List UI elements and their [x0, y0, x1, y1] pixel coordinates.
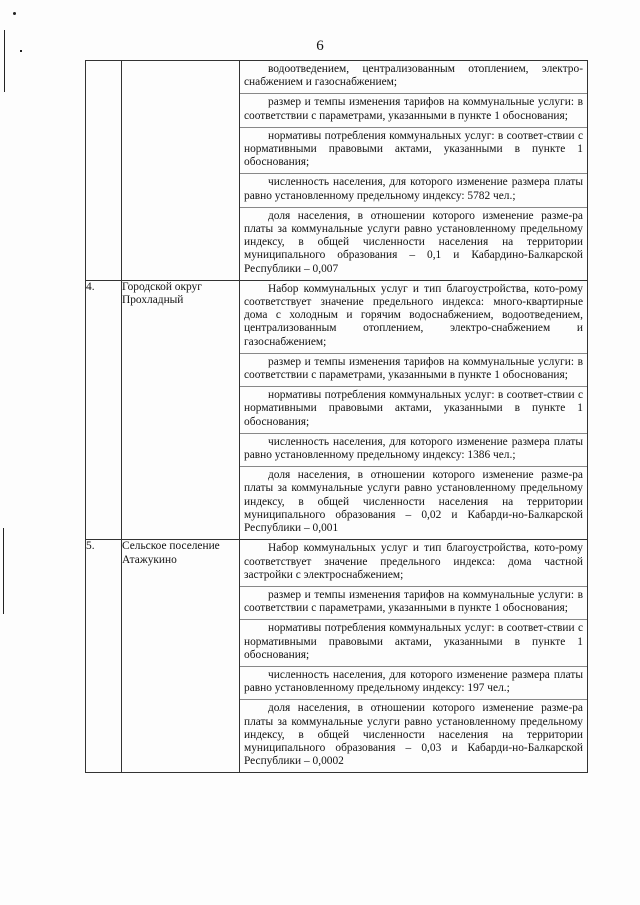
row-number-cell: 5. — [86, 540, 122, 773]
scan-artifact-line-lower — [3, 528, 4, 614]
detail-paragraph: доля населения, в отношении которого изменение разме-ра платы за коммунальные услуги равно установленному предельному индексу, в общей численности населения на территории муниципального образования – 0,02 и Кабарди-но-Балкарской Республики – 0,001 — [240, 466, 587, 539]
index-details-cell — [240, 61, 588, 281]
detail-paragraph: водоотведением, централизованным отоплением, электро-снабжением и газоснабжением; — [244, 63, 583, 89]
scan-artifact-dot — [13, 12, 16, 15]
index-details-cell — [240, 280, 588, 539]
detail-paragraph: доля населения, в отношении которого изменение разме-ра платы за коммунальные услуги равно установленному предельному индексу, в общей численности населения на территории муниципального образования – 0,1 и Кабардино-Балкарской Республики – 0,007 — [240, 207, 587, 280]
detail-paragraph: размер и темпы изменения тарифов на коммунальные услуги: в соответствии с параметрами, указанными в пункте 1 обоснования; — [240, 353, 587, 386]
detail-paragraph: численность населения, для которого изменение размера платы равно установленному предельному индексу: 5782 чел.; — [240, 173, 587, 206]
row-number-cell: 4. — [86, 280, 122, 539]
detail-paragraph: численность населения, для которого изменение размера платы равно установленному предельному индексу: 1386 чел.; — [240, 433, 587, 466]
detail-paragraph: нормативы потребления коммунальных услуг: в соответ-ствии с нормативными правовыми актами, указанными в пункте 1 обоснования; — [240, 386, 587, 433]
municipality-name-cell: Городской округ Прохладный — [122, 280, 240, 539]
detail-paragraph: нормативы потребления коммунальных услуг: в соответ-ствии с нормативными правовыми актами, указанными в пункте 1 обоснования; — [240, 619, 587, 666]
detail-paragraph: Набор коммунальных услуг и тип благоустройства, кото-рому соответствует значение предельного индекса: много-квартирные дома с холодным и горячим водоснабжением, водоотведением, централизованным отоплением, электро-снабжением и газоснабжением; — [244, 282, 583, 348]
page-number: 6 — [316, 38, 324, 54]
detail-paragraph: Набор коммунальных услуг и тип благоустройства, кото-рому соответствует значение предельного индекса: дома частной застройки с электроснабжением; — [244, 542, 583, 581]
table-row-row-4 — [86, 280, 588, 539]
detail-paragraph: доля населения, в отношении которого изменение разме-ра платы за коммунальные услуги равно установленному предельному индексу, в общей численности населения на территории муниципального образования – 0,03 и Кабарди-но-Балкарской Республики – 0,0002 — [240, 699, 587, 772]
detail-paragraph: размер и темпы изменения тарифов на коммунальные услуги: в соответствии с параметрами, указанными в пункте 1 обоснования; — [240, 93, 587, 126]
row-number-cell — [86, 61, 122, 281]
detail-paragraph: размер и темпы изменения тарифов на коммунальные услуги: в соответствии с параметрами, указанными в пункте 1 обоснования; — [240, 586, 587, 619]
index-details-cell — [240, 540, 588, 773]
table-row-row-continued — [86, 61, 588, 281]
table-body — [86, 61, 588, 773]
detail-paragraph: нормативы потребления коммунальных услуг: в соответ-ствии с нормативными правовыми актами, указанными в пункте 1 обоснования; — [240, 127, 587, 174]
municipality-name-cell — [122, 61, 240, 281]
municipality-name-cell: Сельское поселение Атажукино — [122, 540, 240, 773]
table-row-row-5 — [86, 540, 588, 773]
municipal-index-table — [85, 60, 588, 773]
detail-paragraph: численность населения, для которого изменение размера платы равно установленному предельному индексу: 197 чел.; — [240, 666, 587, 699]
